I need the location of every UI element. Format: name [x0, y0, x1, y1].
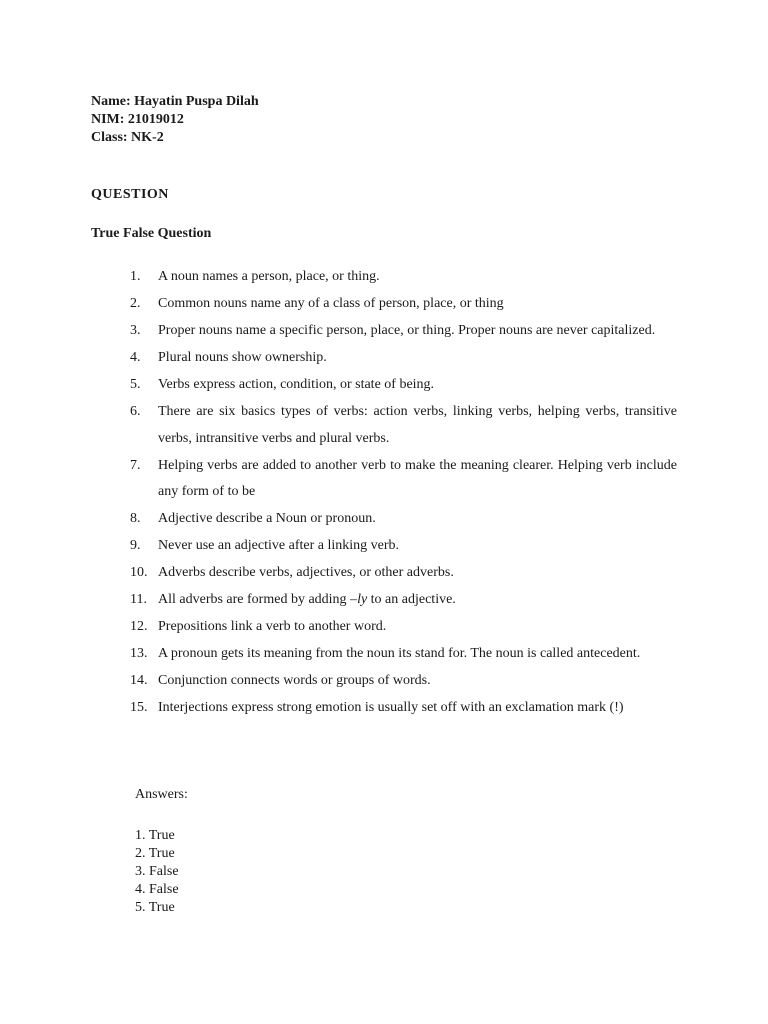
question-item [130, 318, 677, 345]
question-text: A noun names a person, place, or thing. [158, 269, 380, 284]
question-text-after: to an adjective. [367, 592, 456, 607]
question-number: 5. [130, 377, 141, 392]
question-number: 12. [130, 619, 148, 634]
question-text: Adjective describe a Noun or pronoun. [158, 511, 376, 526]
answer-item: 2. True [135, 846, 175, 861]
student-class: Class: NK-2 [91, 130, 164, 145]
question-text-before: All adverbs are formed by adding – [158, 592, 358, 607]
question-text: Prepositions link a verb to another word. [158, 619, 387, 634]
question-number: 9. [130, 538, 141, 553]
question-text: Helping verbs are added to another verb to make the meaning clearer. Helping verb include any form of to be [158, 457, 677, 499]
answer-item: 1. True [135, 828, 175, 843]
question-number: 1. [130, 269, 141, 284]
question-number: 6. [130, 404, 141, 419]
question-number: 8. [130, 511, 141, 526]
question-number: 7. [130, 457, 141, 473]
question-text: A pronoun gets its meaning from the noun its stand for. The noun is called antecedent. [158, 646, 641, 661]
student-nim: NIM: 21019012 [91, 112, 184, 127]
question-number: 14. [130, 673, 148, 688]
question-text [158, 587, 677, 614]
answers-label: Answers: [135, 787, 188, 802]
question-item [130, 614, 677, 641]
question-item [130, 453, 677, 506]
question-number: 3. [130, 323, 141, 338]
answer-item: 5. True [135, 900, 175, 915]
question-text: Plural nouns show ownership. [158, 350, 327, 365]
question-text: Verbs express action, condition, or state of being. [158, 377, 435, 392]
question-number: 15. [130, 700, 148, 715]
question-item [130, 587, 677, 614]
question-text: Adverbs describe verbs, adjectives, or other adverbs. [158, 565, 454, 580]
question-item [130, 533, 677, 560]
answer-item: 3. False [135, 864, 179, 879]
question-text: Never use an adjective after a linking verb. [158, 538, 400, 553]
question-number: 4. [130, 350, 141, 365]
question-item [130, 695, 677, 722]
question-text: Common nouns name any of a class of person, place, or thing [158, 296, 504, 311]
question-number: 10. [130, 565, 148, 580]
question-text-italic: ly [357, 592, 368, 607]
question-item [130, 372, 677, 399]
question-item [130, 668, 677, 695]
student-header [91, 93, 259, 147]
answer-item: 4. False [135, 882, 179, 897]
question-text: There are six basics types of verbs: action verbs, linking verbs, helping verbs, transitive verbs, intransitive verbs and plural verbs. [158, 404, 677, 446]
question-item [130, 560, 677, 587]
question-item [130, 264, 677, 291]
question-item [130, 345, 677, 372]
student-name: Name: Hayatin Puspa Dilah [91, 94, 259, 109]
question-item [130, 506, 677, 533]
question-number: 13. [130, 646, 148, 661]
question-list [130, 264, 677, 722]
question-item [130, 641, 677, 668]
subsection-title: True False Question [91, 226, 212, 241]
question-item [130, 291, 677, 318]
question-item [130, 399, 677, 452]
question-number: 11. [130, 592, 147, 607]
question-text: Interjections express strong emotion is usually set off with an exclamation mark (!) [158, 700, 624, 715]
section-title: QUESTION [91, 187, 169, 202]
question-number: 2. [130, 296, 141, 311]
answer-list [135, 827, 179, 917]
question-text: Conjunction connects words or groups of words. [158, 673, 431, 688]
question-text: Proper nouns name a specific person, place, or thing. Proper nouns are never capitalized. [158, 323, 656, 338]
